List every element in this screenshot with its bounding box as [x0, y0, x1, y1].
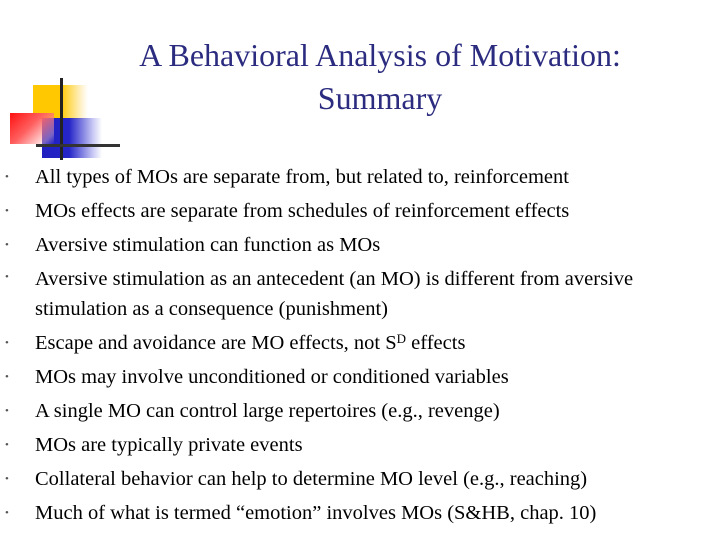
- bullet-list: [0, 160, 720, 530]
- bullet-icon: •: [5, 205, 9, 217]
- bullet-icon: •: [5, 473, 9, 485]
- bullet-text: Aversive stimulation can function as MOs: [35, 234, 381, 256]
- bullet-item: [0, 194, 720, 228]
- decor-horizontal-line: [36, 144, 120, 147]
- bullet-item: [0, 428, 720, 462]
- bullet-icon: •: [5, 337, 9, 349]
- decor-vertical-line: [60, 78, 63, 160]
- bullet-text: MOs are typically private events: [35, 434, 303, 456]
- bullet-icon: •: [5, 239, 9, 251]
- bullet-item: [0, 160, 720, 194]
- bullet-text: MOs may involve unconditioned or conditioned variables: [35, 366, 509, 388]
- bullet-item: [0, 462, 720, 496]
- bullet-icon: •: [5, 405, 9, 417]
- bullet-text: A single MO can control large repertoires (e.g., revenge): [35, 400, 500, 422]
- superscript-d: D: [396, 331, 407, 346]
- title-line-1: A Behavioral Analysis of Motivation:: [139, 37, 621, 73]
- bullet-icon: •: [5, 507, 9, 519]
- bullet-icon: •: [5, 271, 9, 283]
- bullet-text: Escape and avoidance are MO effects, not S: [35, 332, 397, 354]
- bullet-item: [0, 262, 720, 326]
- decor-red-square: [10, 113, 54, 144]
- bullet-item: [0, 326, 720, 360]
- bullet-icon: •: [5, 171, 9, 183]
- bullet-item: [0, 360, 720, 394]
- bullet-item: [0, 394, 720, 428]
- bullet-text: Collateral behavior can help to determine MO level (e.g., reaching): [35, 468, 588, 490]
- bullet-item: [0, 496, 720, 530]
- bullet-text: Much of what is termed “emotion” involves MOs (S&HB, chap. 10): [35, 502, 597, 524]
- bullet-text: All types of MOs are separate from, but related to, reinforcement: [35, 166, 569, 188]
- slide-title: [100, 34, 660, 120]
- bullet-item: [0, 228, 720, 262]
- bullet-icon: •: [5, 439, 9, 451]
- bullet-text-end: effects: [406, 332, 466, 354]
- bullet-text: MOs effects are separate from schedules of reinforcement effects: [35, 200, 570, 222]
- bullet-text: Aversive stimulation as an antecedent (an MO) is different from aversive stimulation as a consequence (punishment): [35, 268, 634, 320]
- title-line-2: Summary: [317, 80, 443, 116]
- bullet-icon: •: [5, 371, 9, 383]
